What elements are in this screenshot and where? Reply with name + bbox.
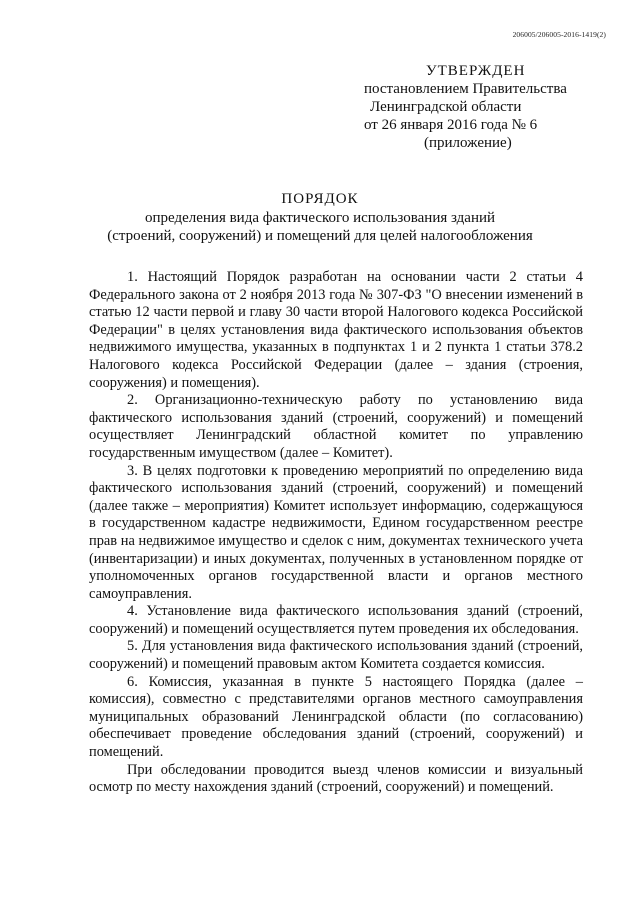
document-code: 206005/206005-2016-1419(2): [512, 30, 606, 39]
paragraph-3: 3. В целях подготовки к проведению мероприятий по определению вида фактического использования зданий (строений, сооружений) и помещений (далее также – мероприятия) Комитет использует информацию, содержащуюся в государственном кадастре недвижимости, Едином государственном реестре прав на недвижимое имущество и сделок с ним, документах технического учета (инвентаризации) и иных документах, полученных в установленном порядке от уполномоченных органов государственной власти и органов местного самоуправления.: [89, 462, 583, 602]
document-title: ПОРЯДОК: [281, 191, 359, 207]
approval-line-resolution: постановлением Правительства: [364, 81, 567, 97]
document-heading: [0, 190, 640, 245]
approval-title: УТВЕРЖДЕН: [426, 63, 526, 79]
document-body: [89, 269, 583, 797]
paragraph-5: 5. Для установления вида фактического использования зданий (строений, сооружений) и помещений правовым актом Комитета создается комиссия.: [89, 638, 583, 673]
paragraph-6: 6. Комиссия, указанная в пункте 5 настоящего Порядка (далее – комиссия), совместно с представителями органов местного самоуправления муниципальных образований Ленинградской области (по согласованию) обеспечивает проведение обследования зданий (строений, сооружений) и помещений.: [89, 673, 583, 761]
paragraph-4: 4. Установление вида фактического использования зданий (строений, сооружений) и помещений осуществляется путем проведения их обследования.: [89, 603, 583, 637]
paragraph-7: При обследовании проводится выезд членов комиссии и визуальный осмотр по месту нахождения зданий (строений, сооружений) и помещений.: [89, 761, 583, 796]
approval-stamp: [364, 62, 604, 152]
approval-line-appendix: (приложение): [424, 135, 512, 151]
approval-line-date: от 26 января 2016 года № 6: [364, 117, 538, 133]
document-subtitle-line1: определения вида фактического использования зданий: [144, 210, 496, 226]
document-subtitle-line2: (строений, сооружений) и помещений для целей налогообложения: [107, 228, 533, 244]
paragraph-2: 2. Организационно-техническую работу по установлению вида фактического использования зданий (строений, сооружений) и помещений осуществляет Ленинградский областной комитет по управлению государственным имуществом (далее – Комитет).: [89, 392, 583, 461]
paragraph-1: 1. Настоящий Порядок разработан на основании части 2 статьи 4 Федерального закона от 2 ноября 2013 года № 307-ФЗ "О внесении изменений в статью 12 части первой и главу 30 части второй Налогового кодекса Российской Федерации" в целях установления вида фактического использования объектов недвижимого имущества, указанных в подпунктах 1 и 2 пункта 1 статьи 378.2 Налогового кодекса Российской Федерации (далее – здания (строения, сооружения) и помещения).: [89, 269, 583, 391]
approval-line-region: Ленинградской области: [370, 99, 522, 115]
